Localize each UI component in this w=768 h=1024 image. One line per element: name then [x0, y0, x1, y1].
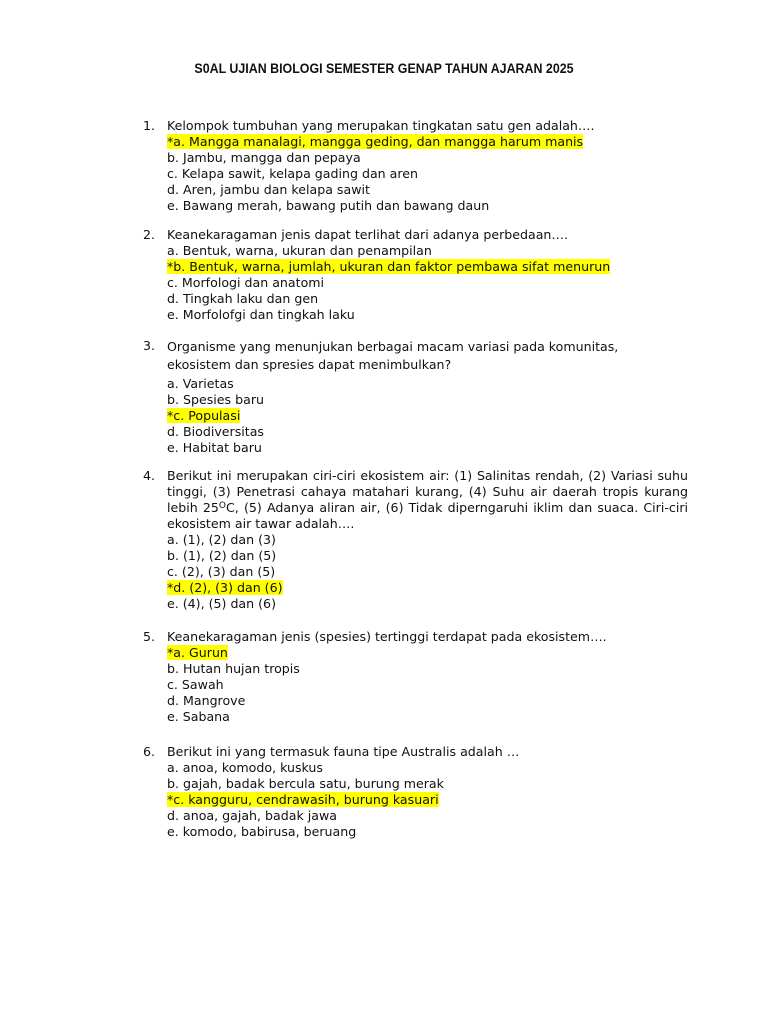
option-a: a. (1), (2) dan (3): [167, 532, 276, 547]
option-c: c. Morfologi dan anatomi: [167, 275, 325, 290]
option-d: d. Mangrove: [167, 693, 246, 708]
question-stem: Berikut ini yang termasuk fauna tipe Australis adalah …: [167, 744, 520, 759]
correct-answer-highlight: *c. Populasi: [167, 408, 241, 423]
option-a: a. Varietas: [167, 376, 234, 391]
option-d: d. anoa, gajah, badak jawa: [167, 808, 337, 823]
question-4: [143, 468, 688, 612]
question-3: [143, 338, 688, 456]
question-1: [143, 118, 688, 214]
option-c: c. Sawah: [167, 677, 224, 692]
question-number: 5.: [143, 629, 156, 644]
option-d: [167, 580, 688, 596]
question-stem-part: C, (5) Adanya aliran air, (6) Tidak diperngaruhi iklim dan suaca. Ciri-ciri ekosistem air tawar adalah….: [167, 500, 688, 531]
correct-answer-highlight: *c. kangguru, cendrawasih, burung kasuari: [167, 792, 439, 807]
page-title: S0AL UJIAN BIOLOGI SEMESTER GENAP TAHUN AJARAN 2025: [194, 61, 574, 76]
question-stem: Keanekaragaman jenis (spesies) tertinggi terdapat pada ekosistem….: [167, 629, 607, 644]
option-d: d. Aren, jambu dan kelapa sawit: [167, 182, 370, 197]
option-c: c. (2), (3) dan (5): [167, 564, 276, 579]
question-stem: Keanekaragaman jenis dapat terlihat dari adanya perbedaan….: [167, 227, 568, 242]
option-b: [167, 259, 688, 275]
correct-answer-highlight: *b. Bentuk, warna, jumlah, ukuran dan faktor pembawa sifat menurun: [167, 259, 611, 274]
option-e: e. Morfolofgi dan tingkah laku: [167, 307, 355, 322]
question-number: 4.: [143, 468, 156, 483]
correct-answer-highlight: *a. Mangga manalagi, mangga geding, dan mangga harum manis: [167, 134, 584, 149]
question-6: [143, 744, 688, 840]
correct-answer-highlight: *d. (2), (3) dan (6): [167, 580, 283, 595]
option-d: d. Biodiversitas: [167, 424, 264, 439]
option-d: d. Tingkah laku dan gen: [167, 291, 319, 306]
option-a: [167, 134, 688, 150]
option-e: e. (4), (5) dan (6): [167, 596, 276, 611]
option-b: b. Spesies baru: [167, 392, 264, 407]
option-c: [167, 408, 637, 424]
option-b: b. gajah, badak bercula satu, burung merak: [167, 776, 444, 791]
question-stem: Organisme yang menunjukan berbagai macam variasi pada komunitas, ekosistem dan spresies dapat menimbulkan?: [167, 339, 619, 372]
option-e: e. Bawang merah, bawang putih dan bawang daun: [167, 198, 490, 213]
question-number: 1.: [143, 118, 156, 133]
option-e: e. Sabana: [167, 709, 230, 724]
correct-answer-highlight: *a. Gurun: [167, 645, 228, 660]
option-a: [167, 645, 688, 661]
question-number: 3.: [143, 338, 156, 353]
option-c: c. Kelapa sawit, kelapa gading dan aren: [167, 166, 419, 181]
question-stem: [167, 468, 688, 532]
option-c: [167, 792, 688, 808]
question-stem: Kelompok tumbuhan yang merupakan tingkatan satu gen adalah….: [167, 118, 595, 133]
question-2: [143, 227, 688, 323]
question-5: [143, 629, 688, 725]
option-a: a. Bentuk, warna, ukuran dan penampilan: [167, 243, 432, 258]
option-b: b. Jambu, mangga dan pepaya: [167, 150, 361, 165]
question-stem-part: Berikut ini merupakan ciri-ciri ekosistem air: (1) Salinitas rendah, (2) Variasi suhu tinggi, (3) Penetrasi cahaya matahari kurang, (4) Suhu air daerah tropis kurang lebih 25: [167, 468, 688, 515]
question-number: 2.: [143, 227, 156, 242]
option-e: e. Habitat baru: [167, 440, 262, 455]
option-a: a. anoa, komodo, kuskus: [167, 760, 323, 775]
degree-superscript: O: [218, 501, 226, 511]
question-number: 6.: [143, 744, 156, 759]
option-b: b. (1), (2) dan (5): [167, 548, 277, 563]
option-e: e. komodo, babirusa, beruang: [167, 824, 357, 839]
option-b: b. Hutan hujan tropis: [167, 661, 300, 676]
